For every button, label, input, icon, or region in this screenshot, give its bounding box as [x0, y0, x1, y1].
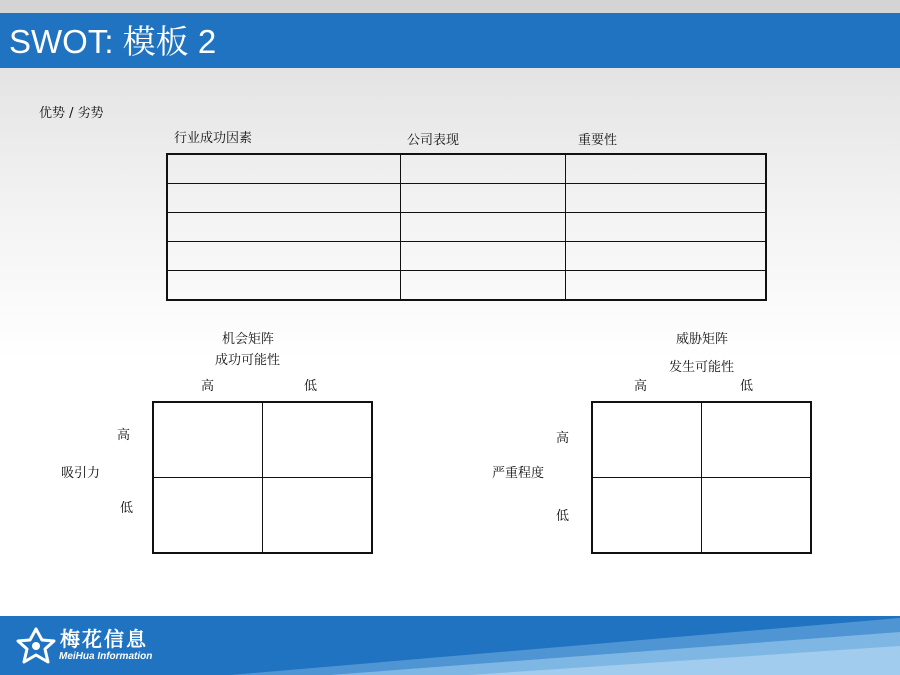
table-cell[interactable]: [400, 154, 565, 184]
opportunity-row-high: 高: [117, 428, 131, 443]
meihua-logo: [16, 626, 162, 666]
opportunity-x-axis-label: 成功可能性: [215, 353, 281, 368]
opportunity-col-low: 低: [304, 379, 318, 394]
opportunity-matrix-grid: [152, 401, 373, 554]
logo-name: 梅花信息: [60, 627, 148, 651]
section-label-strengths-weaknesses: 优势 / 劣势: [39, 106, 104, 121]
table-cell[interactable]: [167, 242, 400, 271]
opportunity-matrix-title: 机会矩阵: [222, 332, 275, 347]
table-cell[interactable]: [167, 271, 400, 301]
matrix-cell[interactable]: [263, 403, 372, 478]
header-company-performance: 公司表现: [407, 133, 460, 148]
threat-matrix-grid: [591, 401, 812, 554]
threat-row-high: 高: [556, 431, 570, 446]
matrix-cell[interactable]: [593, 478, 702, 553]
table-row: [167, 271, 766, 301]
table-cell[interactable]: [400, 213, 565, 242]
threat-col-low: 低: [740, 379, 754, 394]
opportunity-row-low: 低: [120, 501, 134, 516]
table-row: [167, 213, 766, 242]
matrix-cell[interactable]: [263, 478, 372, 553]
table-cell[interactable]: [400, 184, 565, 213]
table-cell[interactable]: [167, 154, 400, 184]
threat-x-axis-label: 发生可能性: [669, 360, 735, 375]
factors-table: [166, 153, 767, 301]
table-cell[interactable]: [167, 184, 400, 213]
matrix-cell[interactable]: [154, 478, 263, 553]
matrix-cell[interactable]: [154, 403, 263, 478]
table-cell[interactable]: [400, 242, 565, 271]
title-bar: [0, 13, 900, 68]
matrix-cell[interactable]: [593, 403, 702, 478]
table-row: [167, 184, 766, 213]
matrix-cell[interactable]: [702, 478, 811, 553]
header-industry-success-factors: 行业成功因素: [174, 131, 253, 146]
header-importance: 重要性: [578, 133, 618, 148]
matrix-cell[interactable]: [702, 403, 811, 478]
table-cell[interactable]: [566, 213, 766, 242]
opportunity-col-high: 高: [201, 379, 215, 394]
slide-title: SWOT: 模板 2: [9, 23, 217, 60]
table-cell[interactable]: [167, 213, 400, 242]
threat-matrix-title: 威胁矩阵: [676, 332, 729, 347]
table-cell[interactable]: [566, 184, 766, 213]
opportunity-y-axis-label: 吸引力: [61, 466, 101, 481]
table-row: [167, 154, 766, 184]
plum-blossom-icon: [16, 626, 56, 666]
threat-y-axis-label: 严重程度: [492, 466, 545, 481]
top-gray-strip: [0, 0, 900, 13]
table-cell[interactable]: [566, 271, 766, 301]
table-row: [167, 242, 766, 271]
threat-row-low: 低: [556, 509, 570, 524]
table-cell[interactable]: [566, 242, 766, 271]
logo-subtitle: MeiHua Information: [59, 651, 153, 662]
table-cell[interactable]: [400, 271, 565, 301]
threat-col-high: 高: [634, 379, 648, 394]
table-cell[interactable]: [566, 154, 766, 184]
